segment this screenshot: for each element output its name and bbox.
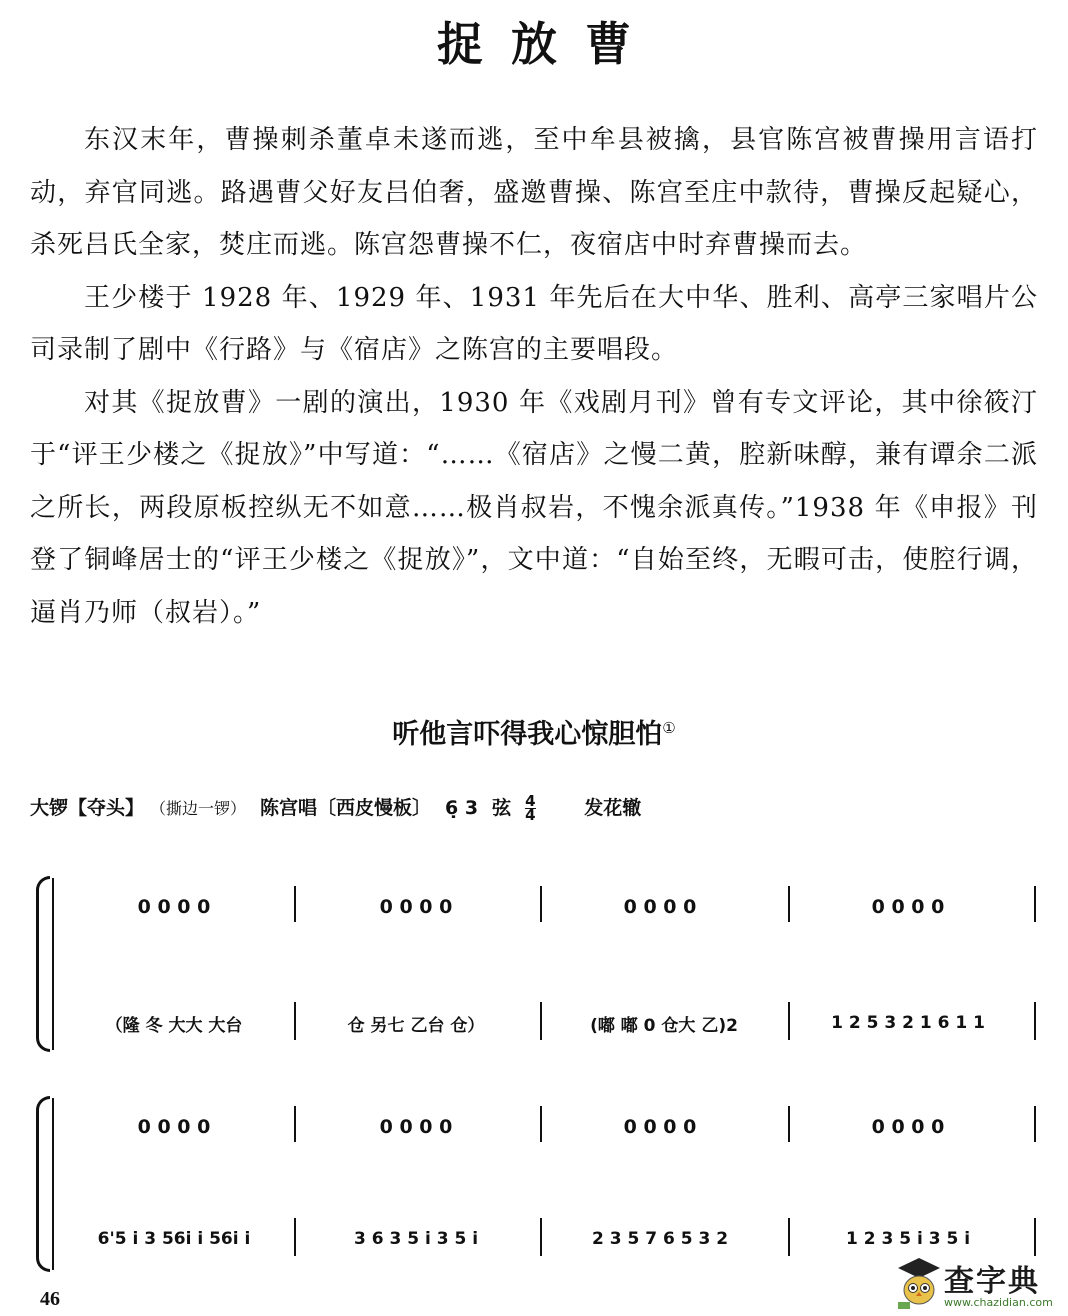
- footnote-marker: ①: [662, 719, 676, 737]
- watermark-text: 查字典: [944, 1264, 1040, 1299]
- measure: （隆 冬 大大 大台: [105, 1015, 243, 1036]
- vocal-row: [58, 1112, 1036, 1142]
- instrument-row: [58, 1224, 1036, 1254]
- intro-paragraph: 东汉末年，曹操刺杀董卓未遂而逃，至中牟县被擒，县官陈宫被曹操用言语打动，弃官同逃。路遇曹父好友吕伯奢，盛邀曹操、陈宫至庄中款待，曹操反起疑心，杀死吕氏全家，焚庄而逃。陈宫怨曹操不仁，夜宿店中时弃曹操而去。: [30, 125, 1038, 260]
- barline: [788, 886, 790, 922]
- gong-note: （撕边一锣）: [158, 799, 247, 818]
- page-number: 46: [40, 1288, 60, 1310]
- barline: [788, 1106, 790, 1142]
- barline: [1034, 886, 1036, 922]
- system-brace: [36, 876, 50, 1052]
- barline: [294, 1218, 296, 1256]
- measure: 0 0 0 0: [379, 1116, 453, 1138]
- system-line: [52, 878, 54, 1050]
- system-line: [52, 1098, 54, 1270]
- barline: [540, 886, 542, 922]
- measure: 3 6 3 5 i 3 5 i: [353, 1229, 479, 1249]
- string-label: 弦: [492, 797, 512, 819]
- barline: [788, 1002, 790, 1040]
- time-signature: [525, 792, 549, 824]
- watermark-url: www.chazidian.com: [944, 1296, 1053, 1309]
- measure: 仓 另七 乙台 仓）: [347, 1015, 485, 1036]
- measure: 0 0 0 0: [379, 896, 453, 918]
- barline: [294, 1002, 296, 1040]
- rhyme-label: 发花辙: [584, 797, 642, 819]
- page-title: 捉放曹: [437, 17, 659, 71]
- time-bottom: 4: [525, 806, 536, 824]
- site-watermark: [896, 1252, 1066, 1314]
- barline: [1034, 1002, 1036, 1040]
- measure: 0 0 0 0: [871, 896, 945, 918]
- gong-cue: 大锣【夺头】: [30, 797, 145, 819]
- system-brace: [36, 1096, 50, 1272]
- barline: [294, 1106, 296, 1142]
- score-system: [36, 1096, 1036, 1276]
- intro-paragraph: 对其《捉放曹》一剧的演出，1930 年《戏剧月刊》曾有专文评论，其中徐筱汀于“评王少楼之《捉放》”中写道：“……《宿店》之慢二黄，腔新味醇，兼有谭余二派之所长，两段原板控纵无不如意……极肖叔岩，不愧余派真传。”1938 年《申报》刊登了铜峰居士的“评王少楼之《捉放》”，文中道：“自始至终，无暇可击，使腔行调，逼肖乃师（叔岩）。”: [30, 387, 1038, 628]
- vocal-row: [58, 892, 1036, 922]
- score-header: [30, 793, 1030, 822]
- barline: [294, 886, 296, 922]
- score-system: [36, 876, 1036, 1056]
- measure: 0 0 0 0: [137, 1116, 211, 1138]
- instrument-row: [58, 1008, 1036, 1038]
- barline: [540, 1002, 542, 1040]
- measure: 1 2 3 5 i 3 5 i: [845, 1229, 971, 1249]
- measure: 2 3 5 7 6 5 3 2: [591, 1229, 729, 1249]
- barline: [1034, 1218, 1036, 1256]
- measure: 0 0 0 0: [623, 896, 697, 918]
- measure: 0 0 0 0: [623, 1116, 697, 1138]
- measure: 1 2 5 3 2 1 6 1 1: [831, 1013, 985, 1033]
- song-title-text: 听他言吓得我心惊胆怕: [392, 719, 663, 750]
- song-title: [0, 712, 1068, 751]
- singer-mode: 陈宫唱〔西皮慢板〕: [260, 797, 432, 819]
- time-top: 4: [525, 792, 536, 810]
- measure: 6'5 i 3 56i i 56i i: [97, 1229, 251, 1249]
- measure: 0 0 0 0: [137, 896, 211, 918]
- key-signature: 6̣ 3: [445, 797, 479, 819]
- intro-text: [30, 114, 1038, 639]
- barline: [788, 1218, 790, 1256]
- barline: [540, 1106, 542, 1142]
- barline: [540, 1218, 542, 1256]
- measure: (嘟 嘟 0 仓大 乙)2: [590, 1015, 738, 1036]
- intro-paragraph: 王少楼于 1928 年、1929 年、1931 年先后在大中华、胜利、高亭三家唱片公司录制了剧中《行路》与《宿店》之陈宫的主要唱段。: [30, 282, 1038, 365]
- graduate-owl-icon: [896, 1254, 942, 1310]
- barline: [1034, 1106, 1036, 1142]
- measure: 0 0 0 0: [871, 1116, 945, 1138]
